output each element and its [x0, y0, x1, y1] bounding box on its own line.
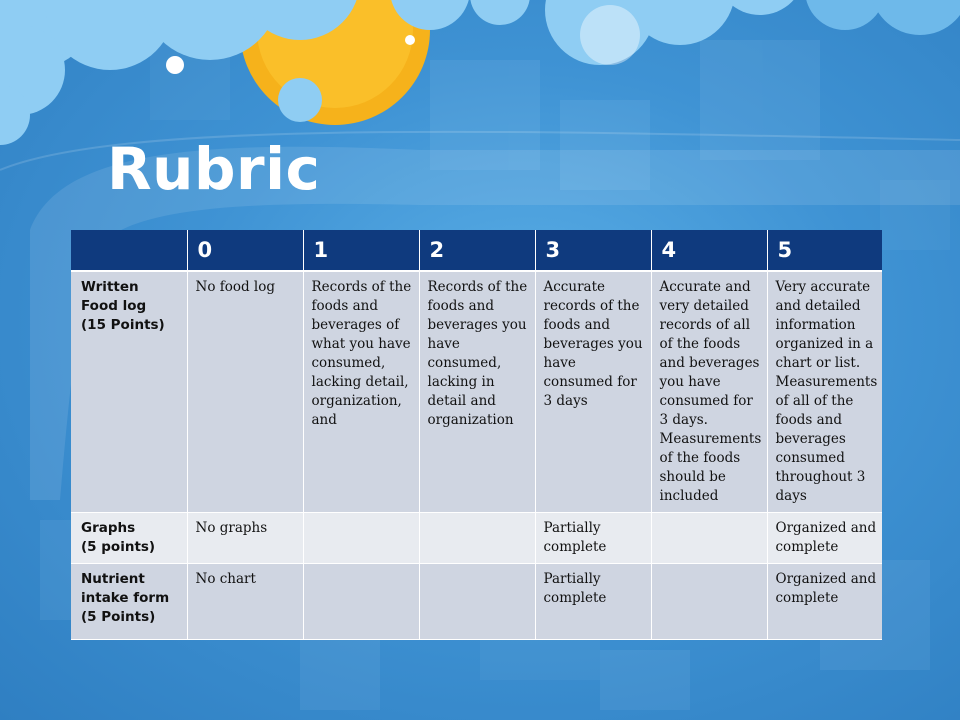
table-header-row	[71, 230, 882, 271]
table-cell: Organized and complete	[767, 564, 882, 640]
row-label-line: Food log	[81, 298, 147, 314]
table-cell: Very accurate and detailed information organized in a chart or list. Measurements of all of the foods and beverages consumed throughout 3 days	[767, 271, 882, 513]
table-cell: No food log	[187, 271, 303, 513]
row-label-line: (15 Points)	[81, 317, 165, 333]
row-label-line: (5 Points)	[81, 609, 156, 625]
table-row-graphs	[71, 513, 882, 564]
rubric-table	[71, 230, 882, 640]
row-label-line: (5 points)	[81, 539, 156, 555]
table-cell	[419, 513, 535, 564]
column-header-blank	[71, 230, 187, 271]
table-cell	[419, 564, 535, 640]
table-cell: No graphs	[187, 513, 303, 564]
column-header-1: 1	[303, 230, 419, 271]
row-label-line: Nutrient	[81, 571, 145, 587]
table-cell	[303, 513, 419, 564]
table-cell: Accurate records of the foods and beverages you have consumed for 3 days	[535, 271, 651, 513]
table-row-nutrient-intake-form	[71, 564, 882, 640]
column-header-2: 2	[419, 230, 535, 271]
table-cell	[651, 513, 767, 564]
table-cell	[303, 564, 419, 640]
table-row-written-food-log	[71, 271, 882, 513]
table-cell	[651, 564, 767, 640]
table-cell: Records of the foods and beverages of what you have consumed, lacking detail, organization, and	[303, 271, 419, 513]
row-label-line: intake form	[81, 590, 170, 606]
column-header-0: 0	[187, 230, 303, 271]
slide-title: Rubric	[107, 135, 321, 203]
sun-icon	[240, 0, 430, 125]
row-label	[71, 271, 187, 513]
row-label-line: Written	[81, 279, 139, 295]
row-label-line: Graphs	[81, 520, 136, 536]
table-cell: Partially complete	[535, 564, 651, 640]
row-label	[71, 513, 187, 564]
table-cell: Accurate and very detailed records of all of the foods and beverages you have consumed for 3 days. Measurements of the foods should be included	[651, 271, 767, 513]
column-header-3: 3	[535, 230, 651, 271]
row-label	[71, 564, 187, 640]
table-cell: Partially complete	[535, 513, 651, 564]
table-cell: Organized and complete	[767, 513, 882, 564]
column-header-4: 4	[651, 230, 767, 271]
column-header-5: 5	[767, 230, 882, 271]
table-cell: Records of the foods and beverages you have consumed, lacking in detail and organization	[419, 271, 535, 513]
table-cell: No chart	[187, 564, 303, 640]
